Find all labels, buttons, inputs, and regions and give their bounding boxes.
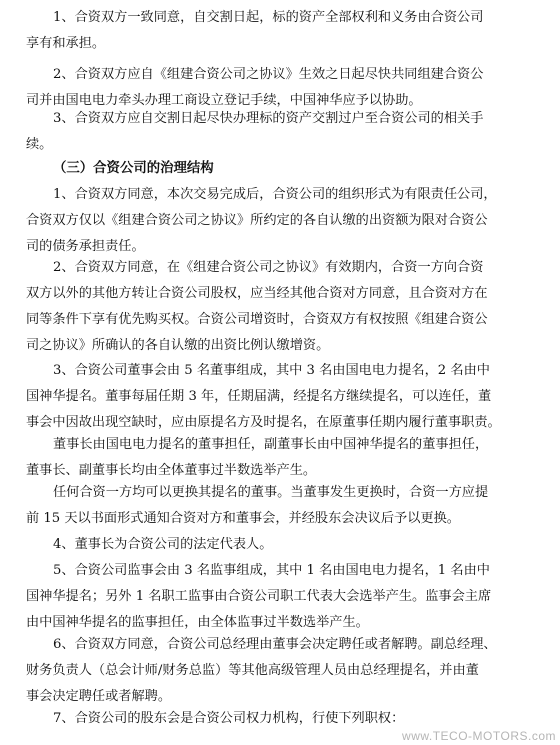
- paragraph-6: [26, 255, 536, 359]
- paragraph-1: [26, 5, 536, 57]
- paragraph-10: [26, 532, 536, 558]
- text-line: 董事长由国电电力提名的董事担任，副董事长由中国神华提名的董事担任，: [53, 437, 489, 452]
- text-line: 3、合资双方应自交割日起尽快办理标的资产交割过户至合资公司的相关手: [53, 111, 484, 126]
- paragraph-3: [26, 106, 536, 158]
- text-line: 事会中因故出现空缺时，应由原提名方及时提名，在原董事任期内履行董事职责。: [26, 415, 501, 430]
- text-line: 前 15 天以书面形式通知合资对方和董事会，并经股东会决议后予以更换。: [26, 511, 460, 526]
- paragraph-9: [26, 480, 536, 532]
- text-line: 同等条件下享有优先购买权。合资公司增资时，合资双方有权按照《组建合资公: [26, 312, 488, 327]
- text-line: 财务负责人（总会计师/财务总监）等其他高级管理人员由总经理提名，并由董: [26, 663, 479, 678]
- text-line: 董事长、副董事长均由全体董事过半数选举产生。: [26, 463, 317, 478]
- text-line: 2、合资双方同意，在《组建合资公司之协议》有效期内，合资一方向合资: [53, 260, 484, 275]
- paragraph-11: [26, 558, 536, 636]
- text-line: 任何合资一方均可以更换其提名的董事。当董事发生更换时，合资一方应提: [53, 485, 489, 500]
- text-line: 事会决定聘任或者解聘。: [26, 689, 172, 704]
- text-line: 1、合资双方一致同意，自交割日起，标的资产全部权利和义务由合资公司: [53, 10, 484, 25]
- text-line: 司之协议》所确认的各自认缴的出资比例认缴增资。: [26, 338, 330, 353]
- text-line: 双方以外的其他方转让合资公司股权，应当经其他合资对方同意，且合资对方在: [26, 286, 488, 301]
- text-line: 2、合资双方应自《组建合资公司之协议》生效之日起尽快共同组建合资公: [53, 67, 484, 82]
- text-line: 由中国神华提名的监事担任，由全体监事过半数选举产生。: [26, 615, 369, 630]
- text-line: 国神华提名。董事每届任期 3 年，任期届满，经提名方继续提名，可以连任，董: [26, 389, 492, 404]
- text-line: 4、董事长为合资公司的法定代表人。: [53, 537, 273, 552]
- site-watermark: www.TECO-MOTORS.com: [402, 729, 556, 743]
- text-line: 续。: [26, 137, 53, 152]
- text-line: 司的债务承担责任。: [26, 239, 145, 254]
- text-line: 5、合资公司监事会由 3 名监事组成，其中 1 名由国电电力提名，1 名由中: [53, 563, 490, 578]
- text-line: 3、合资公司董事会由 5 名董事组成，其中 3 名由国电电力提名，2 名由中: [53, 363, 490, 378]
- text-line: 6、合资双方同意，合资公司总经理由董事会决定聘任或者解聘。副总经理、: [53, 637, 497, 652]
- paragraph-12: [26, 632, 536, 710]
- text-line: 国神华提名；另外 1 名职工监事由合资公司职工代表大会选举产生。监事会主席: [26, 589, 492, 604]
- text-line: 7、合资公司的股东会是合资公司权力机构，行使下列职权：: [53, 711, 405, 726]
- text-line: 司并由国电电力牵头办理工商设立登记手续，中国神华应予以协助。: [26, 93, 422, 108]
- paragraph-8: [26, 432, 536, 484]
- text-line: 享有和承担。: [26, 36, 106, 51]
- text-line: 合资双方仅以《组建合资公司之协议》所约定的各自认缴的出资额为限对合资公: [26, 213, 488, 228]
- section-heading: （三）合资公司的治理结构: [53, 160, 214, 176]
- text-line: 1、合资双方同意，本次交易完成后，合资公司的组织形式为有限责任公司，: [53, 187, 497, 202]
- paragraph-7: [26, 358, 536, 436]
- paragraph-5: [26, 182, 536, 260]
